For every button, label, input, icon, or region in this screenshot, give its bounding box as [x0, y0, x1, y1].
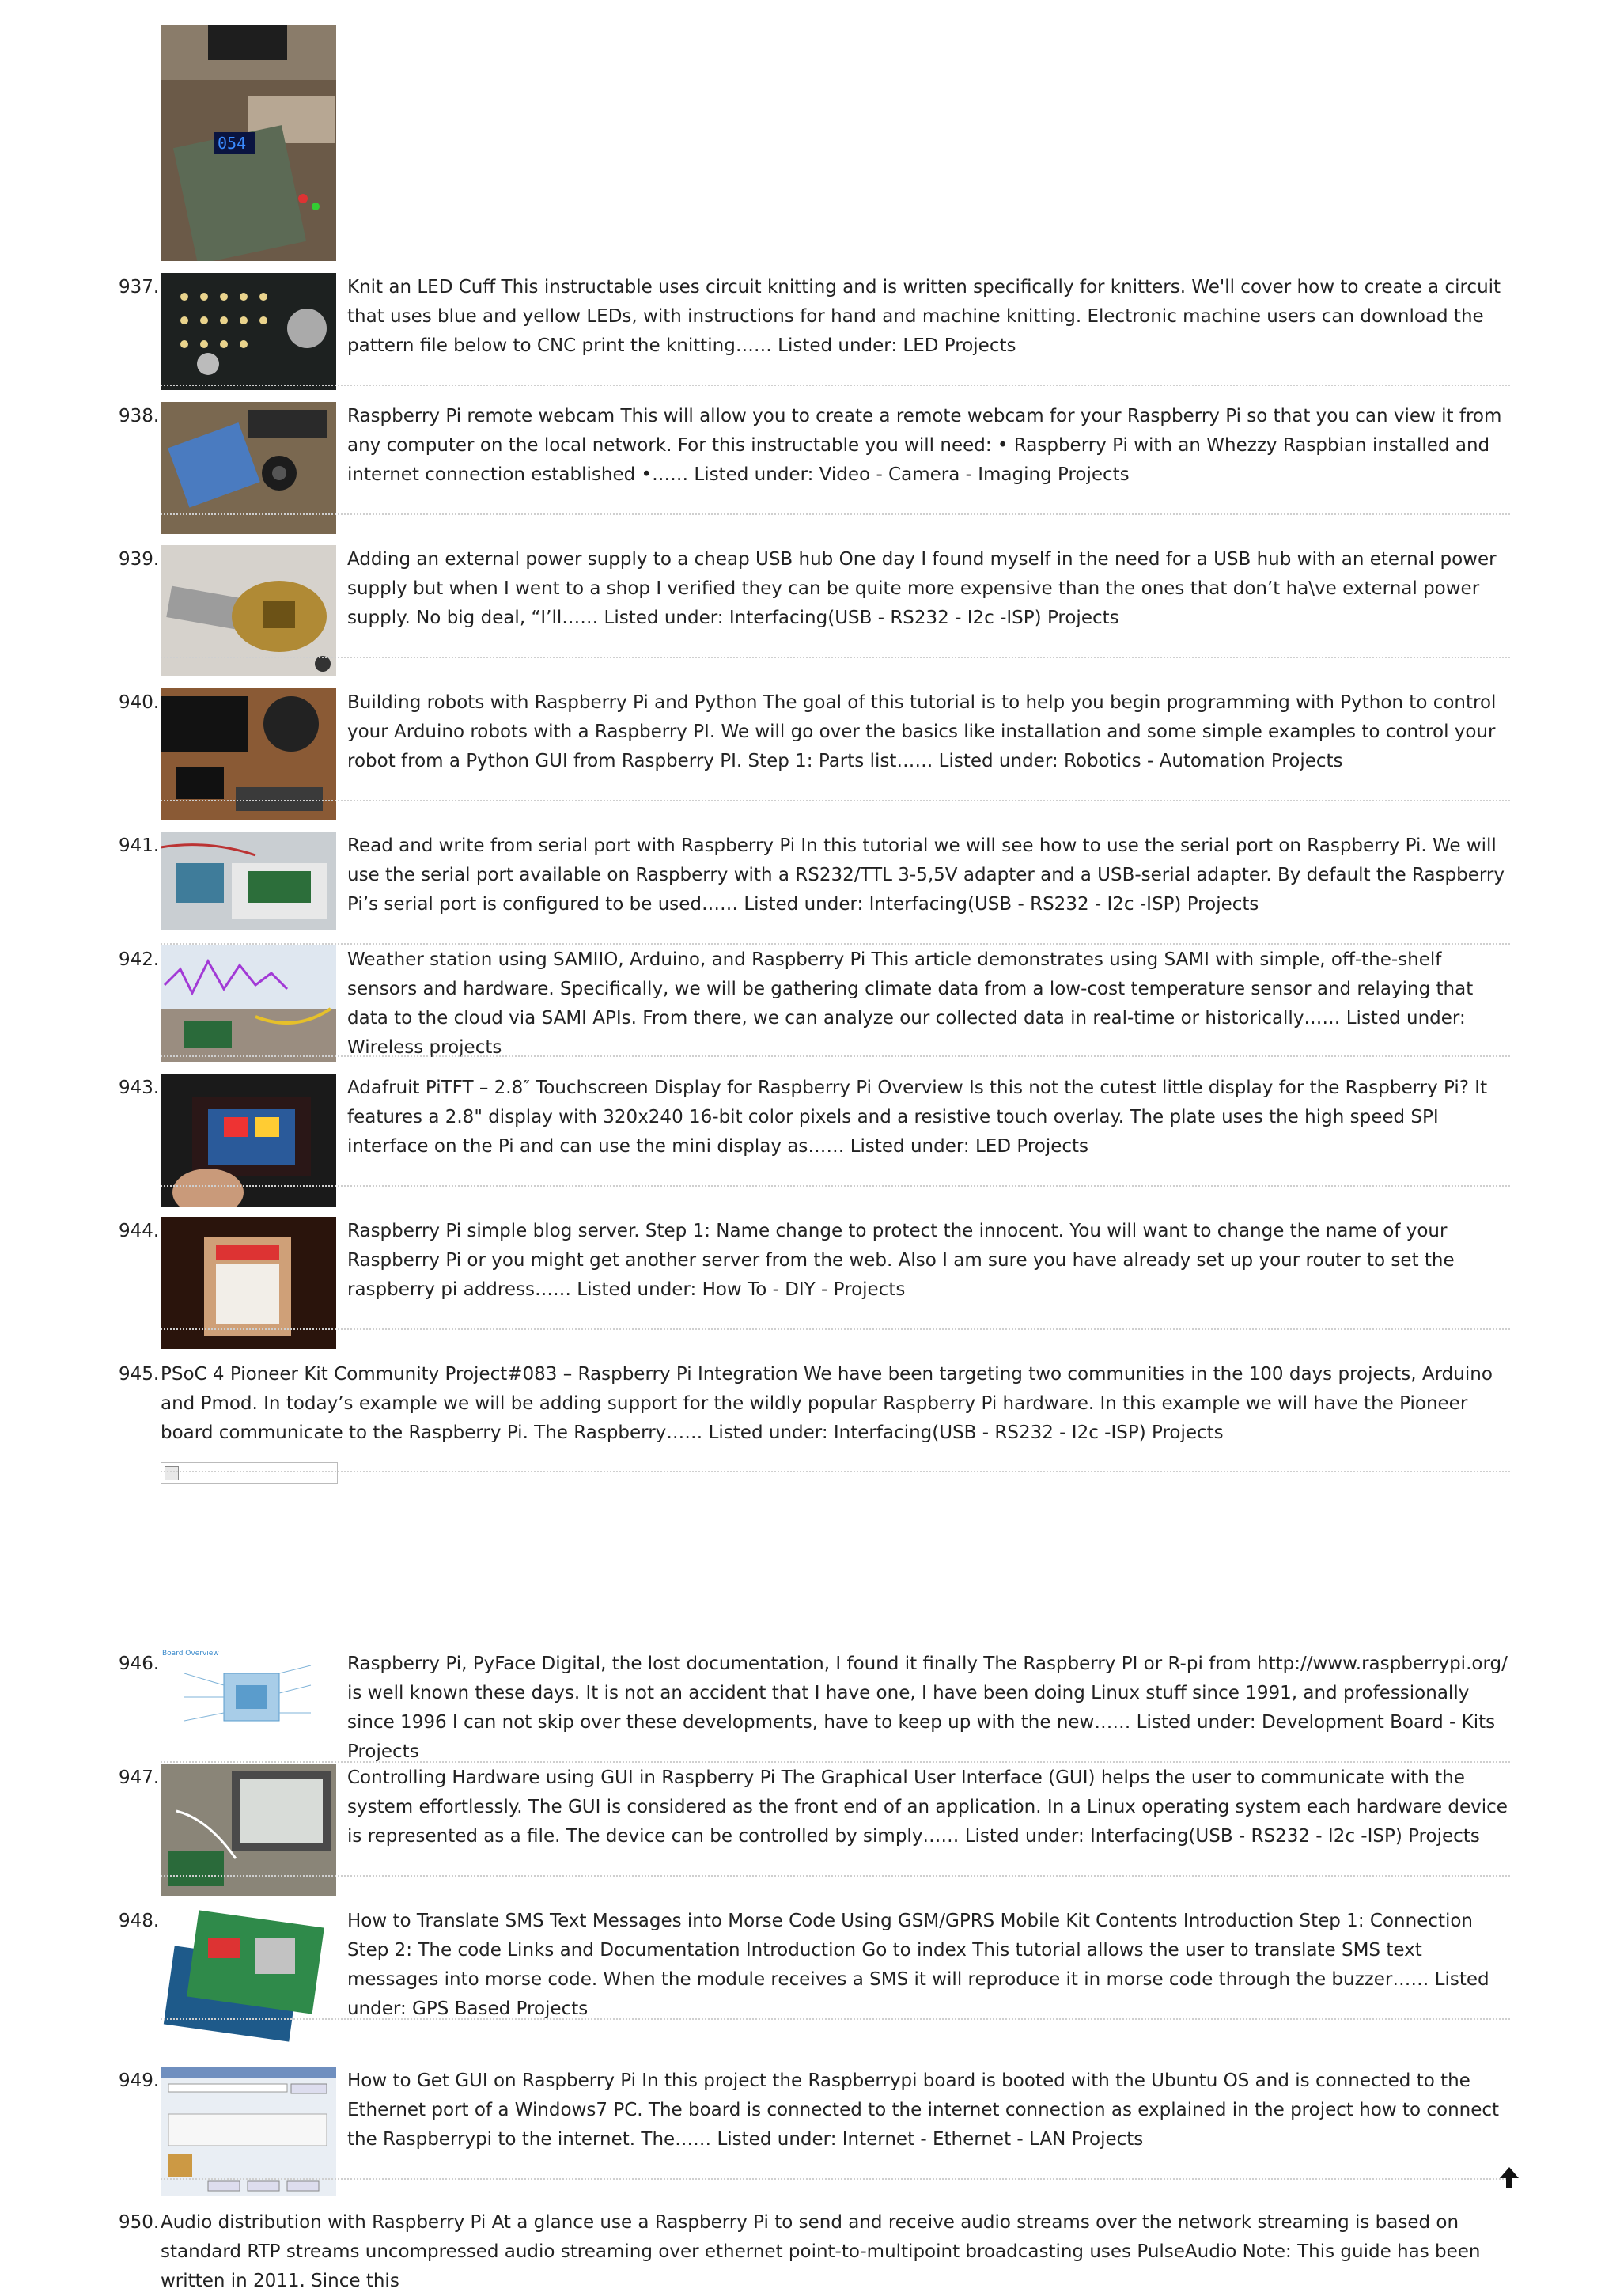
project-thumbnail[interactable]	[161, 2067, 336, 2196]
project-description[interactable]: Adding an external power supply to a cheap USB hub One day I found myself in the need for a USB hub with an eternal power supply but when I went to a shop I verified they can be quite more expensive than the ones that don’t ha\ve external power supply. No big deal, “I’ll…… Listed under: Interfacing(USB - RS232 - I2c -ISP) Projects	[347, 549, 1497, 628]
separator	[161, 385, 1510, 386]
project-thumbnail[interactable]	[161, 945, 336, 1062]
project-thumbnail[interactable]	[161, 832, 336, 930]
project-description[interactable]: How to Get GUI on Raspberry Pi In this project the Raspberrypi board is booted with the Ubuntu OS and is connected to the Ethernet port of a Windows7 PC. The board is connected to the internet connection as explained in the project how to connect the Raspberrypi to the internet. The…… Listed under: Internet - Ethernet - LAN Projects	[347, 2071, 1500, 2150]
project-description[interactable]: Building robots with Raspberry Pi and Python The goal of this tutorial is to help you begin programming with Python to control your Arduino robots with a Raspberry PI. We will go over the basics like installation and some simple examples to control your robot from a Python GUI from Raspberry PI. Step 1: Parts list…… Listed under: Robotics - Automation Projects	[347, 692, 1497, 771]
separator	[161, 2178, 1510, 2180]
project-description[interactable]: Read and write from serial port with Raspberry Pi In this tutorial we will see how to use the serial port on Raspberry Pi. We will use the serial port available on Raspberry with a RS232/TTL 3-5,5V adapter and a USB-serial adapter. By default the Raspberry Pi’s serial port is configured to be used…… Listed under: Interfacing(USB - RS232 - I2c -ISP) Projects	[347, 835, 1505, 915]
item-number: 949.	[119, 2071, 160, 2091]
separator	[161, 1185, 1510, 1187]
separator	[161, 943, 1510, 945]
project-description[interactable]: Controlling Hardware using GUI in Raspberry Pi The Graphical User Interface (GUI) helps the user to communicate with the system effortlessly. The GUI is considered as the front end of an application. In a Linux operating system each hardware device is represented as a file. The device can be controlled by simply…… Listed under: Interfacing(USB - RS232 - I2c -ISP) Projects	[347, 1767, 1508, 1847]
item-number: 945.	[119, 1364, 160, 1385]
separator	[161, 1055, 1510, 1057]
project-description[interactable]: PSoC 4 Pioneer Kit Community Project#083 – Raspberry Pi Integration We have been targeting two communities in the 100 days projects, Arduino and Pmod. In today’s example we will be adding support for the wildly popular Raspberry Pi hardware. In this example we will have the Pioneer board communicate to the Raspberry Pi. The Raspberry…… Listed under: Interfacing(USB - RS232 - I2c -ISP) Projects	[161, 1364, 1493, 1443]
project-description[interactable]: How to Translate SMS Text Messages into Morse Code Using GSM/GPRS Mobile Kit Contents Introduction Step 1: Connection Step 2: The code Links and Documentation Introduction Go to index This tutorial allows the user to translate SMS text messages into morse code. When the module receives a SMS it will reproduce it in morse code through the buzzer…… Listed under: GPS Based Projects	[347, 1911, 1489, 2019]
item-number: 944.	[119, 1221, 160, 1241]
svg-text:054: 054	[218, 134, 247, 153]
project-description[interactable]: Raspberry Pi, PyFace Digital, the lost documentation, I found it finally The Raspberry PI or R-pi from http://www.raspberrypi.org/ is well known these days. It is not an accident that I have one, I have been doing Linux stuff since 1991, and professionally since 1996 I can not skip over these developments, have to keep up with the new…… Listed under: Development Board - Kits Projects	[347, 1654, 1508, 1762]
separator	[161, 1761, 1510, 1763]
project-thumbnail[interactable]	[161, 1650, 336, 1743]
item-number: 940.	[119, 692, 160, 713]
item-number: 941.	[119, 835, 160, 856]
project-thumbnail[interactable]	[161, 273, 336, 390]
item-number: 946.	[119, 1654, 160, 1674]
item-number: 948.	[119, 1911, 160, 1931]
project-thumbnail[interactable]	[161, 1907, 336, 2049]
separator	[161, 800, 1510, 801]
project-description[interactable]: Weather station using SAMIIO, Arduino, and Raspberry Pi This article demonstrates using SAMI with simple, off-the-shelf sensors and hardware. Specifically, we will be gathering climate data from a low-cost temperature sensor and relaying that data to the cloud via SAMI APIs. From there, we can analyze our collected data in real-time or historically…… Listed under: Wireless projects	[347, 949, 1474, 1058]
arrow-up-icon	[1498, 2165, 1520, 2189]
separator	[161, 513, 1510, 515]
project-thumbnail-936[interactable]	[161, 25, 336, 261]
project-description[interactable]: Raspberry Pi remote webcam This will allow you to create a remote webcam for your Raspberry Pi so that you can view it from any computer on the local network. For this instructable you will need: • Raspberry Pi with an Whezzy Raspbian installed and internet connection established •…… Listed under: Video - Camera - Imaging Projects	[347, 406, 1502, 485]
separator	[161, 1471, 1510, 1472]
separator	[161, 1328, 1510, 1330]
broken-image-placeholder[interactable]	[161, 1462, 338, 1484]
project-description[interactable]: Audio distribution with Raspberry Pi At a glance use a Raspberry Pi to send and receive audio streams over the network streaming is based on standard RTP streams uncompressed audio streaming over ethernet point-to-multipoint broadcasting uses PulseAudio Note: This guide has been written in 2011. Since this	[161, 2212, 1481, 2291]
item-number: 938.	[119, 406, 160, 426]
thumbnail-caption: Board Overview	[162, 1650, 219, 1658]
item-number: 943.	[119, 1078, 160, 1098]
separator	[161, 657, 1510, 658]
item-number: 950.	[119, 2212, 160, 2233]
project-description[interactable]: Raspberry Pi simple blog server. Step 1: Name change to protect the innocent. You will want to change the name of your Raspberry Pi or you might get another server from the web. Also I am sure you have already set up your router to set the raspberry pi address…… Listed under: How To - DIY - Projects	[347, 1221, 1455, 1300]
project-description[interactable]: Adafruit PiTFT – 2.8″ Touchscreen Display for Raspberry Pi Overview Is this not the cutest little display for the Raspberry Pi? It features a 2.8" display with 320x240 16-bit color pixels and a resistive touch overlay. The plate uses the high speed SPI interface on the Pi and can use the mini display as…… Listed under: LED Projects	[347, 1078, 1488, 1157]
separator	[161, 1875, 1510, 1877]
separator	[161, 2018, 1510, 2020]
item-number: 942.	[119, 949, 160, 970]
item-number: 939.	[119, 549, 160, 570]
project-description[interactable]: Knit an LED Cuff This instructable uses circuit knitting and is written specifically for knitters. We'll cover how to create a circuit that uses blue and yellow LEDs, with instructions for hand and machine knitting. Electronic machine users can download the pattern file below to CNC print the knitting…… Listed under: LED Projects	[347, 277, 1501, 356]
item-number: 937.	[119, 277, 160, 297]
item-number: 947.	[119, 1767, 160, 1788]
scroll-to-top-button[interactable]	[1498, 2165, 1520, 2189]
